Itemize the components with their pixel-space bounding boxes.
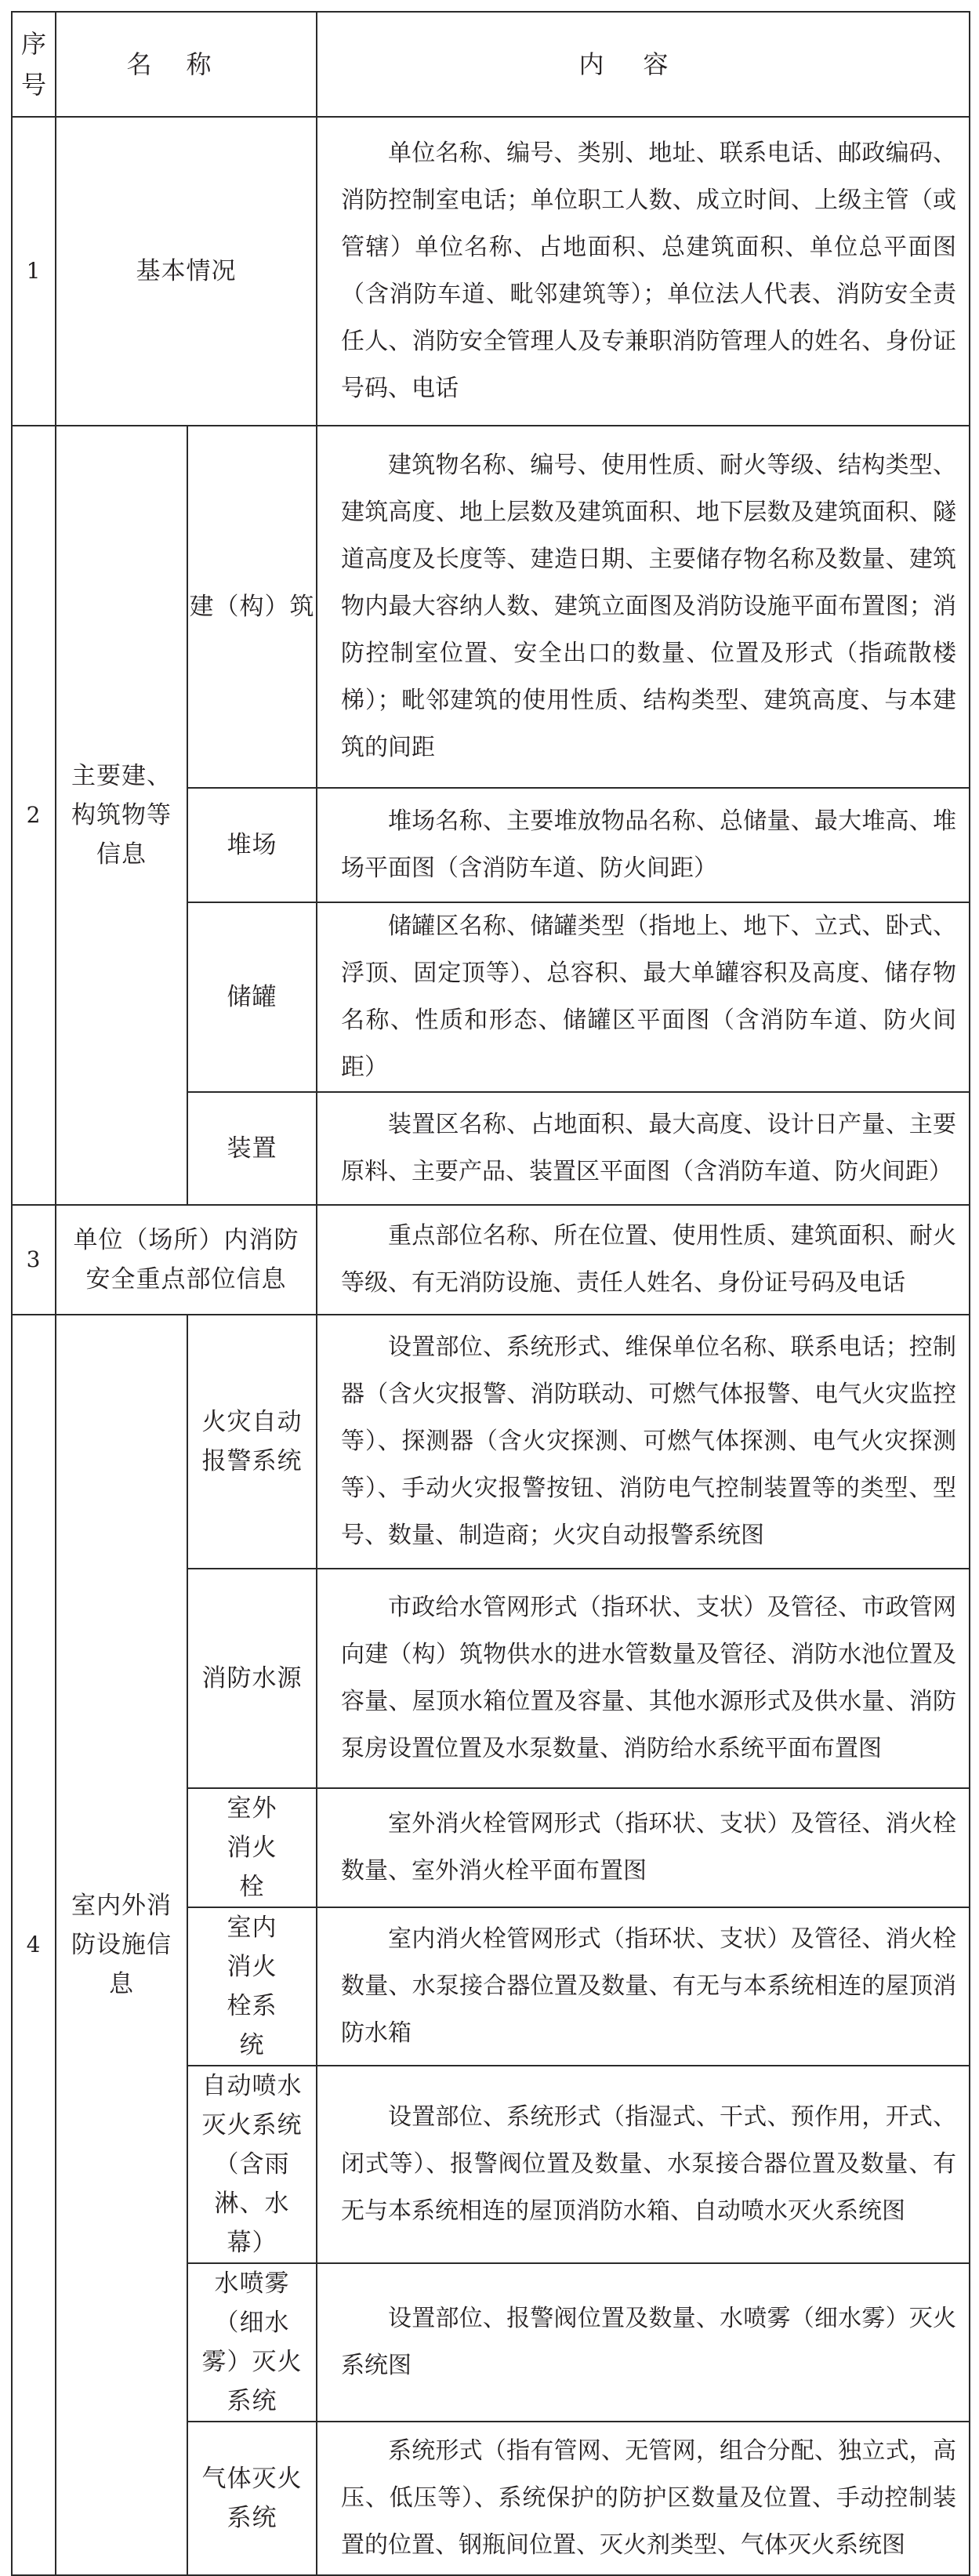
row-name: 单位（场所）内消防安全重点部位信息	[56, 1205, 317, 1315]
row-group: 室内外消防设施信息	[56, 1315, 187, 2575]
row-content: 重点部位名称、所在位置、使用性质、建筑面积、耐火等级、有无消防设施、责任人姓名、身份证号码及电话	[317, 1205, 970, 1315]
table-row	[12, 1315, 970, 1569]
row-content: 室内消火栓管网形式（指环状、支状）及管径、消火栓数量、水泵接合器位置及数量、有无与本系统相连的屋顶消防水箱	[317, 1907, 970, 2066]
row-name: 火灾自动报警系统	[187, 1315, 317, 1569]
row-seq: 3	[12, 1205, 56, 1315]
header-name: 名称	[56, 12, 317, 117]
row-name: 室外消火栓	[187, 1788, 317, 1907]
row-group: 主要建、构筑物等信息	[56, 426, 187, 1205]
row-seq: 1	[12, 117, 56, 426]
row-content: 储罐区名称、储罐类型（指地上、地下、立式、卧式、浮顶、固定顶等）、总容积、最大单罐容积及高度、储存物名称、性质和形态、储罐区平面图（含消防车道、防火间距）	[317, 902, 970, 1092]
info-table	[11, 11, 970, 2576]
row-content: 堆场名称、主要堆放物品名称、总储量、最大堆高、堆场平面图（含消防车道、防火间距）	[317, 788, 970, 902]
row-seq: 4	[12, 1315, 56, 2575]
row-content: 装置区名称、占地面积、最大高度、设计日产量、主要原料、主要产品、装置区平面图（含消防车道、防火间距）	[317, 1092, 970, 1205]
row-seq: 2	[12, 426, 56, 1205]
table-row	[12, 426, 970, 788]
row-name: 室内消火栓系统	[187, 1907, 317, 2066]
row-name: 基本情况	[56, 117, 317, 426]
document	[11, 11, 969, 2559]
row-name: 气体灭火系统	[187, 2422, 317, 2575]
row-content: 设置部位、报警阀位置及数量、水喷雾（细水雾）灭火系统图	[317, 2263, 970, 2422]
header-content: 内容	[317, 12, 970, 117]
row-content: 市政给水管网形式（指环状、支状）及管径、市政管网向建（构）筑物供水的进水管数量及管径、消防水池位置及容量、屋顶水箱位置及容量、其他水源形式及供水量、消防泵房设置位置及水泵数量、消防给水系统平面布置图	[317, 1569, 970, 1788]
row-name: 消防水源	[187, 1569, 317, 1788]
row-content: 系统形式（指有管网、无管网，组合分配、独立式，高压、低压等）、系统保护的防护区数量及位置、手动控制装置的位置、钢瓶间位置、灭火剂类型、气体灭火系统图	[317, 2422, 970, 2575]
row-content: 单位名称、编号、类别、地址、联系电话、邮政编码、消防控制室电话；单位职工人数、成立时间、上级主管（或管辖）单位名称、占地面积、总建筑面积、单位总平面图（含消防车道、毗邻建筑等）；单位法人代表、消防安全责任人、消防安全管理人及专兼职消防管理人的姓名、身份证号码、电话	[317, 117, 970, 426]
table-header	[12, 12, 970, 117]
row-name: 装置	[187, 1092, 317, 1205]
row-name: 自动喷水灭火系统（含雨淋、水幕）	[187, 2066, 317, 2263]
row-name: 水喷雾（细水雾）灭火系统	[187, 2263, 317, 2422]
row-content: 建筑物名称、编号、使用性质、耐火等级、结构类型、建筑高度、地上层数及建筑面积、地下层数及建筑面积、隧道高度及长度等、建造日期、主要储存物名称及数量、建筑物内最大容纳人数、建筑立面图及消防设施平面布置图；消防控制室位置、安全出口的数量、位置及形式（指疏散楼梯）；毗邻建筑的使用性质、结构类型、建筑高度、与本建筑的间距	[317, 426, 970, 788]
row-name: 储罐	[187, 902, 317, 1092]
table-row	[12, 1205, 970, 1315]
header-seq: 序号	[12, 12, 56, 117]
table-row	[12, 117, 970, 426]
row-name: 建（构）筑	[187, 426, 317, 788]
row-content: 室外消火栓管网形式（指环状、支状）及管径、消火栓数量、室外消火栓平面布置图	[317, 1788, 970, 1907]
row-content: 设置部位、系统形式（指湿式、干式、预作用，开式、闭式等）、报警阀位置及数量、水泵接合器位置及数量、有无与本系统相连的屋顶消防水箱、自动喷水灭火系统图	[317, 2066, 970, 2263]
row-content: 设置部位、系统形式、维保单位名称、联系电话；控制器（含火灾报警、消防联动、可燃气体报警、电气火灾监控等）、探测器（含火灾探测、可燃气体探测、电气火灾探测等）、手动火灾报警按钮、消防电气控制装置等的类型、型号、数量、制造商；火灾自动报警系统图	[317, 1315, 970, 1569]
row-name: 堆场	[187, 788, 317, 902]
